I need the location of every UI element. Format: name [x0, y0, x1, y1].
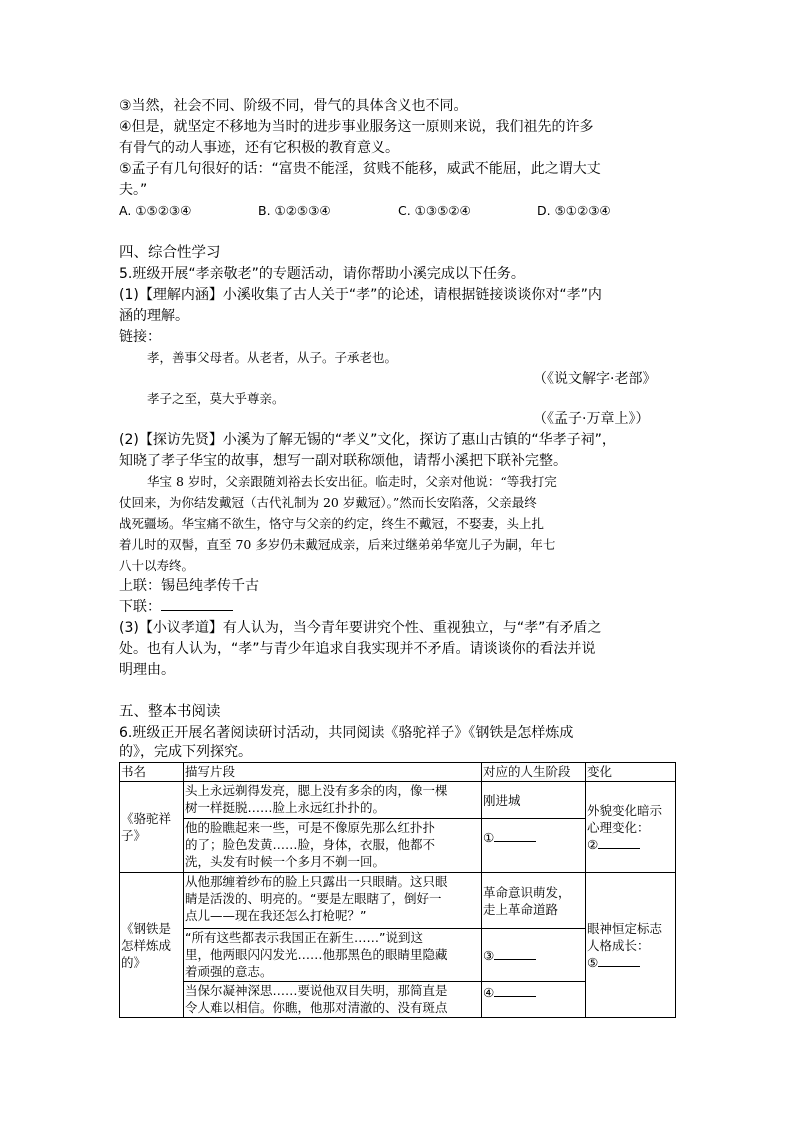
stage-cell: [482, 982, 586, 1018]
stage-cell: 刚进城: [482, 782, 586, 819]
section-5-heading: 五、整本书阅读: [119, 704, 221, 720]
answer-marker: ⑤: [587, 954, 599, 970]
couplet-upper: 上联：锡邑纯孝传千古: [119, 578, 259, 594]
source-shuowen: （《说文解字·老部》: [533, 371, 657, 387]
question-5-stem: 5.班级开展“孝亲敬老”的专题活动，请你帮助小溪完成以下任务。: [119, 266, 525, 282]
change-line: 人格成长：: [587, 937, 650, 953]
book-title-line: 《钢铁是: [121, 920, 172, 936]
quote-mencius: 孝子之至，莫大乎尊亲。: [147, 391, 285, 406]
answer-marker: ①: [483, 830, 495, 845]
quote-shuowen: 孝，善事父母者。从老者，从子。子承老也。: [147, 350, 398, 365]
excerpt-line: 当保尔凝神深思……要说他双目失明，那简直是: [185, 983, 448, 998]
answer-blank-5[interactable]: [598, 955, 640, 967]
excerpt-line: 睛是活泼的、明亮的。“要是左眼瞎了，倒好一: [185, 891, 442, 906]
task-1-line1: (1)【理解内涵】小溪收集了古人关于“孝”的论述，请根据链接谈谈你对“孝”内: [119, 287, 602, 303]
answer-blank-2[interactable]: [598, 837, 640, 849]
sentence-5-line1: ⑤孟子有几句很好的话：“富贵不能淫，贫贱不能移，威武不能屈，此之谓大丈: [119, 161, 601, 177]
excerpt-line: 的了；脸色发黄……脸，身体，衣服，他都不: [185, 837, 436, 852]
excerpt-cell: [184, 929, 482, 982]
book-title-line: 怎样炼成: [121, 937, 172, 953]
choice-b: B. ①②⑤③④: [258, 203, 331, 218]
link-label: 链接：: [119, 329, 161, 345]
task-2-line2: 知晓了孝子华宝的故事，想写一副对联称颂他，请帮小溪把下联补完整。: [119, 453, 567, 469]
change-cell-xiangzi: [586, 782, 676, 873]
excerpt-line: “所有这些都表示我国正在新生……”说到这: [185, 930, 423, 945]
book-luotuo-xiangzi: [120, 782, 184, 873]
task-3-line3: 明理由。: [119, 662, 175, 678]
stage-line: 革命意识萌发，: [483, 884, 571, 900]
book-title-line: 的》: [121, 954, 147, 970]
book-title-line: 《骆驼祥: [121, 811, 172, 826]
excerpt-line: 令人难以相信。你瞧，他那对清澈的、没有斑点: [185, 1000, 448, 1015]
choice-a: A. ①⑤②③④: [119, 203, 192, 218]
choice-d: D. ⑤①②③④: [537, 203, 611, 218]
sentence-3: ③当然，社会不同、阶级不同，骨气的具体含义也不同。: [119, 98, 468, 114]
story-line1: 华宝 8 岁时，父亲跟随刘裕去长安出征。临走时，父亲对他说：“等我打完: [147, 474, 557, 489]
excerpt-line: 树一样挺脱……脸上永远红扑扑的。: [185, 800, 386, 815]
stage-line: 走上革命道路: [483, 901, 559, 917]
question-6-line2: 的》，完成下列探究。: [119, 744, 252, 760]
excerpt-cell: [184, 982, 482, 1018]
task-3-line2: 处。也有人认为，“孝”与青少年追求自我实现并不矛盾。请谈谈你的看法并说: [119, 641, 596, 657]
section-4-heading: 四、综合性学习: [119, 245, 221, 261]
answer-blank-3[interactable]: [494, 948, 536, 960]
task-1-line2: 涵的理解。: [119, 308, 189, 324]
excerpt-line: 点儿——现在我还怎么打枪呢？”: [185, 908, 367, 923]
header-stage: 对应的人生阶段: [482, 763, 586, 782]
excerpt-line: 头上永远剃得发亮，腮上没有多余的肉，像一棵: [185, 783, 448, 798]
change-answer-row: [587, 836, 674, 853]
change-answer-row: [587, 954, 674, 971]
story-line5: 八十以寿终。: [119, 558, 195, 573]
sentence-4-line2: 有骨气的动人事迹，还有它积极的教育意义。: [119, 140, 399, 156]
excerpt-cell: [184, 819, 482, 873]
excerpt-line: 着顽强的意志。: [185, 964, 273, 979]
excerpt-line: 从他那缠着纱布的脸上只露出一只眼睛。这只眼: [185, 874, 448, 889]
book-gangtie: [120, 873, 184, 1018]
excerpt-cell: [184, 782, 482, 819]
header-change: 变化: [586, 763, 676, 782]
sentence-4-line1: ④但是，就坚定不移地为当时的进步事业服务这一原则来说，我们祖先的许多: [119, 119, 594, 135]
change-line: 眼神恒定标志: [587, 920, 663, 936]
header-excerpt: 描写片段: [184, 763, 482, 782]
story-line4: 着儿时的双髻，直至 70 多岁仍未戴冠成亲，后来过继弟弟华宽儿子为嗣，年七: [119, 537, 556, 552]
answer-blank-4[interactable]: [494, 985, 536, 997]
change-line: 心理变化：: [587, 819, 650, 835]
task-3-line1: (3)【小议孝道】有人认为，当今青年要讲究个性、重视独立，与“孝”有矛盾之: [119, 620, 602, 636]
change-line: 外貌变化暗示: [587, 802, 663, 818]
couplet-lower-blank[interactable]: [161, 598, 233, 611]
excerpt-cell: [184, 873, 482, 929]
couplet-lower-row: [119, 597, 233, 617]
book-title-line: 子》: [121, 828, 147, 843]
stage-cell: [482, 929, 586, 982]
story-line3: 战死疆场。华宝痛不欲生，恪守与父亲的约定，终生不戴冠，不娶妻，头上扎: [119, 516, 545, 531]
change-cell-gangtie: [586, 873, 676, 1018]
stage-cell: [482, 819, 586, 873]
story-line2: 仗回来，为你结发戴冠（古代礼制为 20 岁戴冠）。”然而长安陷落，父亲最终: [119, 495, 537, 510]
header-book: 书名: [120, 763, 184, 782]
choice-c: C. ①③⑤②④: [398, 203, 471, 218]
excerpt-line: 他的脸瞧起来一些，可是不像原先那么红扑扑: [185, 820, 436, 835]
answer-marker: ③: [483, 947, 495, 963]
sentence-5-line2: 夫。”: [119, 182, 148, 198]
answer-marker: ④: [483, 985, 495, 1000]
question-6-line1: 6.班级正开展名著阅读研讨活动，共同阅读《骆驼祥子》《钢铁是怎样炼成: [119, 725, 574, 741]
couplet-lower-label: 下联：: [119, 599, 161, 615]
stage-cell: [482, 873, 586, 929]
task-2-line1: (2)【探访先贤】小溪为了解无锡的“孝义”文化，探访了惠山古镇的“华孝子祠”，: [119, 432, 616, 448]
answer-marker: ②: [587, 836, 599, 852]
excerpt-line: 洗，头发有时候一个多月不剃一回。: [185, 854, 386, 869]
source-mencius: （《孟子·万章上》）: [533, 411, 650, 427]
excerpt-line: 里，他两眼闪闪发光……他那黑色的眼睛里隐藏: [185, 947, 448, 962]
reading-table: [119, 762, 676, 1018]
answer-blank-1[interactable]: [494, 830, 536, 842]
